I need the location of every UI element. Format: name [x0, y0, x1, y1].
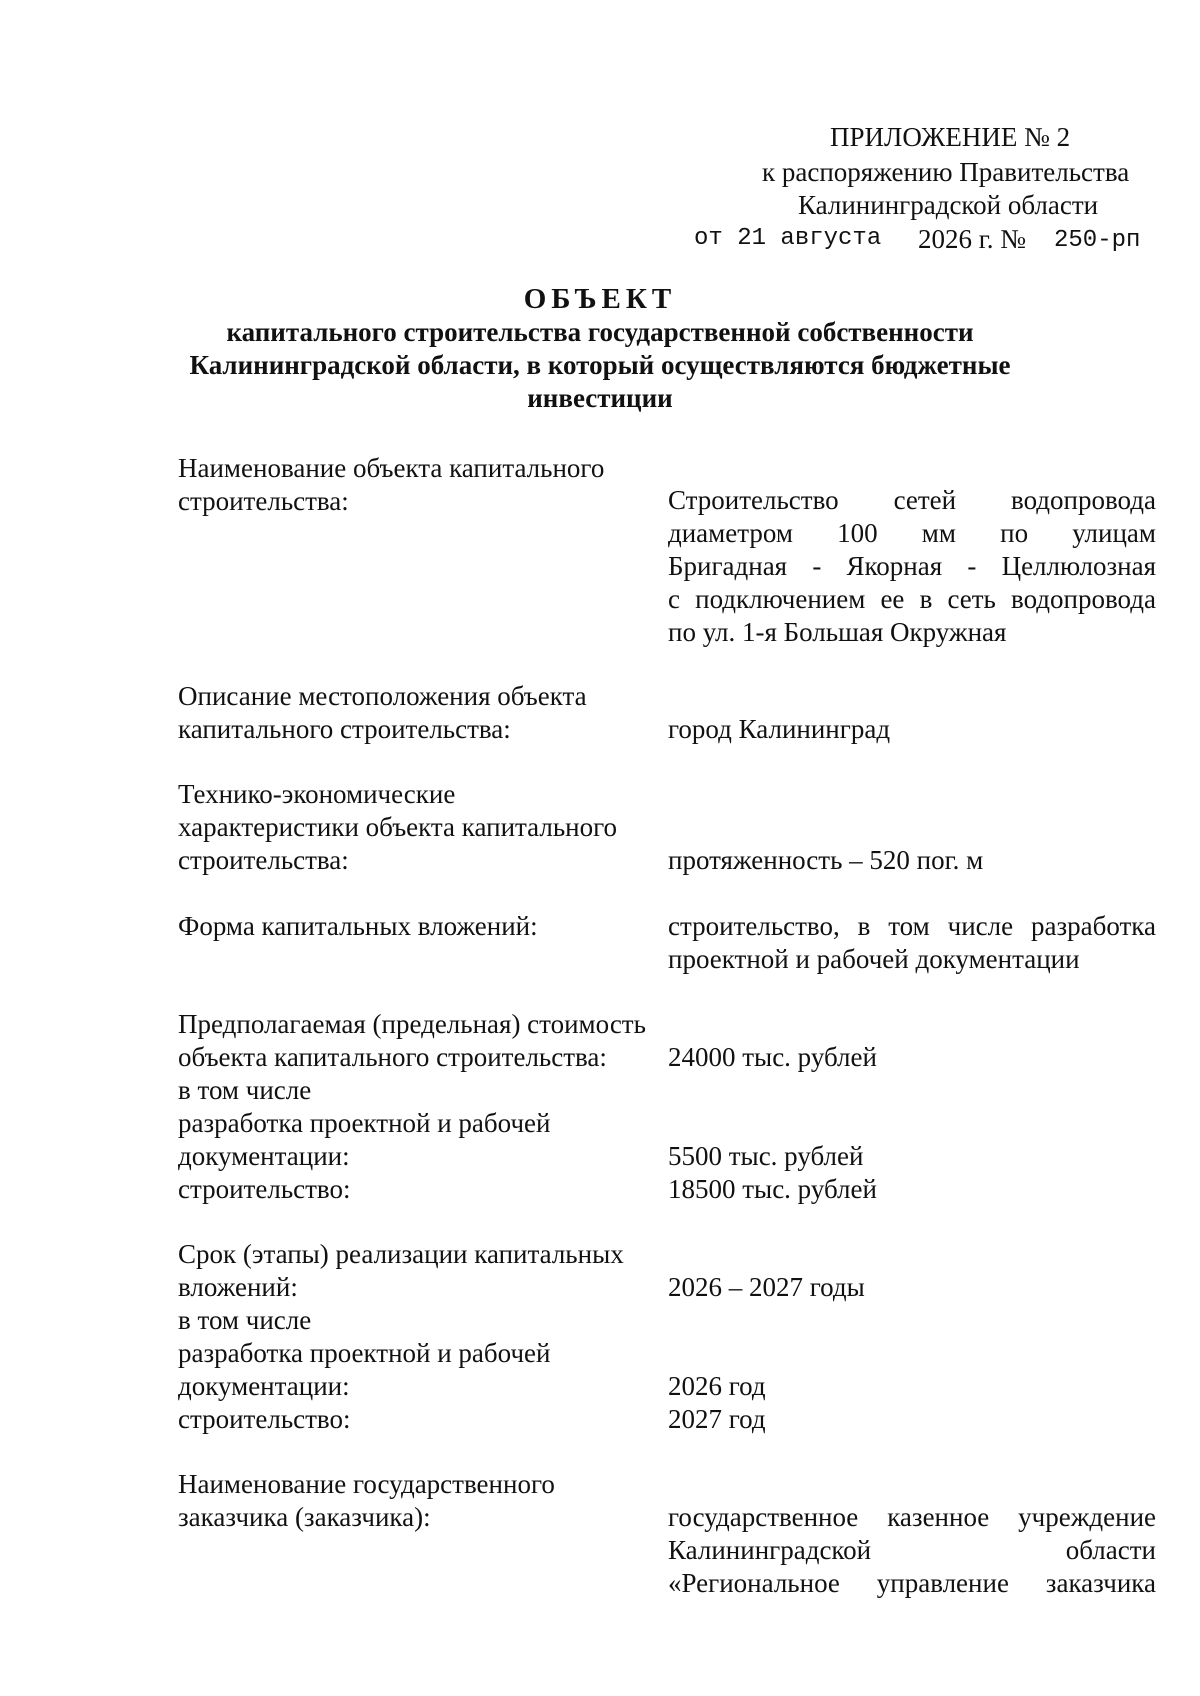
term-total: 2026 – 2027 годы: [668, 1272, 865, 1302]
cost-total: 24000 тыс. рублей: [668, 1042, 877, 1072]
field-label: Технико-экономические характеристики объекта капитального строительства:: [178, 779, 618, 875]
field-value: государственное казенное учреждение Калининградской области «Региональное управление заказчика: [668, 1502, 1156, 1598]
appendix-number: ПРИЛОЖЕНИЕ № 2: [830, 122, 1071, 152]
field-value: город Калининград: [668, 714, 891, 744]
field-label: Срок (этапы) реализации капитальных вложений: в том числе разработка проектной и рабочей документации: строительство:: [178, 1239, 624, 1434]
field-label: Наименование объекта капитального строительства:: [178, 453, 605, 516]
field-label: Форма капитальных вложений:: [178, 911, 538, 941]
field-label: Наименование государственного заказчика (заказчика):: [178, 1469, 555, 1532]
document-title: [150, 283, 1050, 415]
cost-design: 5500 тыс. рублей 18500 тыс. рублей: [668, 1141, 877, 1204]
appendix-date: от 21 августа: [694, 225, 882, 252]
term-design: 2026 год 2027 год: [668, 1371, 766, 1434]
field-label: Предполагаемая (предельная) стоимость объекта капитального строительства: в том числе разработка проектной и рабочей документации: строительство:: [178, 1009, 646, 1204]
title-line-2: Калининградской области, в который осуществляются бюджетные: [189, 350, 1011, 380]
field-value: Строительство сетей водопровода диаметром 100 мм по улицам Бригадная - Якорная - Целлюлозная с подключением ее в сеть водопровода по ул. 1-я Большая Окружная: [668, 485, 1156, 647]
field-value: строительство, в том числе разработка проектной и рабочей документации: [668, 911, 1156, 974]
appendix-year: 2026 г. №: [918, 224, 1027, 254]
title-heading: ОБЪЕКТ: [523, 283, 677, 315]
appendix-doc-number: 250-рп: [1054, 227, 1141, 254]
title-line-1: капитального строительства государственной собственности: [226, 317, 974, 347]
appendix-line-order: к распоряжению Правительства: [762, 157, 1130, 187]
title-line-3: инвестиции: [527, 383, 673, 413]
appendix-line-region: Калининградской области: [798, 190, 1099, 220]
field-value: протяженность – 520 пог. м: [668, 845, 984, 875]
field-label: Описание местоположения объекта капитального строительства:: [178, 681, 587, 744]
